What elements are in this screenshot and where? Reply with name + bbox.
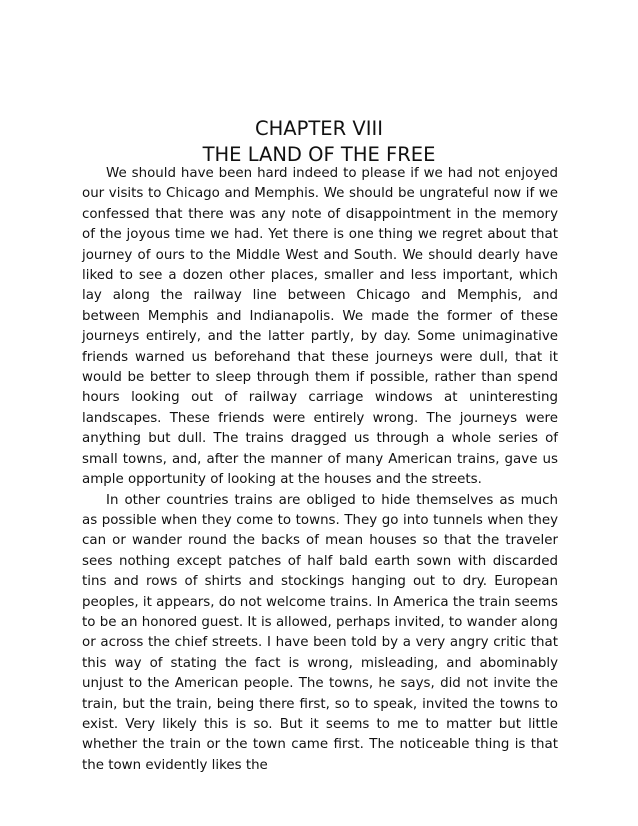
chapter-title: THE LAND OF THE FREE [202,143,436,166]
chapter-number: CHAPTER VIII [255,117,383,140]
paragraph-1: We should have been hard indeed to please if we had not enjoyed our visits to Chicago and Memphis. We should be ungrateful now if we confessed that there was any note of disappointment in the memory of the joyous time we had. Yet there is one thing we regret about that journey of ours to the Middle West and South. We should dearly have liked to see a dozen other places, smaller and less important, which lay along the railway line between Chicago and Memphis, and between Memphis and Indianapolis. We made the former of these journeys entirely, and the latter partly, by day. Some unimaginative friends warned us beforehand that these journeys were dull, that it would be better to sleep through them if possible, rather than spend hours looking out of railway carriage windows at uninteresting landscapes. These friends were entirely wrong. The journeys were anything but dull. The trains dragged us through a whole series of small towns, and, after the manner of many American trains, gave us ample opportunity of looking at the houses and the streets. [82,166,558,488]
chapter-body [82,164,558,776]
paragraph-2: In other countries trains are obliged to hide themselves as much as possible when they come to towns. They go into tunnels when they can or wander round the backs of mean houses so that the traveler sees nothing except patches of half bald earth sown with discarded tins and rows of shirts and stockings hanging out to dry. European peoples, it appears, do not welcome trains. In America the train seems to be an honored guest. It is allowed, perhaps invited, to wander along or across the chief streets. I have been told by a very angry critic that this way of stating the fact is wrong, misleading, and abominably unjust to the American people. The towns, he says, did not invite the train, but the train, being there first, so to speak, invited the towns to exist. Very likely this is so. But it seems to me to matter but little whether the train or the town came first. The noticeable thing is that the town evidently likes the [82,492,558,773]
